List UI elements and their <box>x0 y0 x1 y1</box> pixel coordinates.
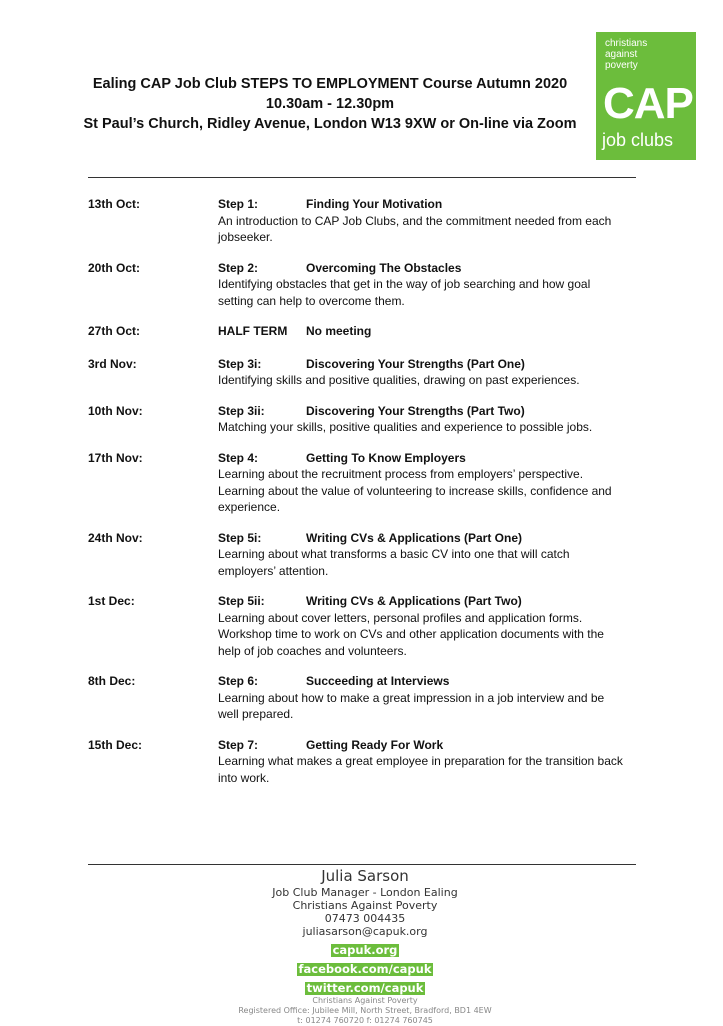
step-label: Step 1: <box>218 197 259 211</box>
schedule-date: 3rd Nov: <box>88 356 137 371</box>
document-header <box>70 74 590 134</box>
org-small: Christians Against Poverty <box>312 996 418 1005</box>
course-venue: St Paul’s Church, Ridley Avenue, London W13 9XW or On-line via Zoom <box>83 116 577 132</box>
step-description-line: An introduction to CAP Job Clubs, and the commitment needed from each <box>218 213 612 228</box>
twitter-link[interactable]: twitter.com/capuk <box>306 981 424 995</box>
top-divider <box>88 177 636 178</box>
schedule-row <box>88 356 648 389</box>
step-title: No meeting <box>306 324 372 338</box>
step-label: Step 6: <box>218 674 259 688</box>
facebook-link[interactable]: facebook.com/capuk <box>298 962 432 976</box>
contact-role: Job Club Manager - London Ealing <box>272 886 458 899</box>
schedule-row <box>88 323 648 340</box>
step-title: Getting To Know Employers <box>306 450 466 465</box>
schedule-row <box>88 593 648 659</box>
step-description-line: Learning about the recruitment process from employers’ perspective. <box>218 467 584 481</box>
step-description-line: Learning about the value of volunteering to increase skills, confidence and <box>218 483 612 498</box>
cap-job-clubs-logo <box>596 32 696 160</box>
step-label: Step 3i: <box>218 356 262 371</box>
schedule-date: 13th Oct: <box>88 197 141 211</box>
schedule-row <box>88 450 648 516</box>
step-label: Step 5i: <box>218 530 262 545</box>
website-link[interactable]: capuk.org <box>332 943 398 957</box>
step-title: Succeeding at Interviews <box>306 674 450 688</box>
logo-cap: CAP <box>603 79 693 128</box>
schedule-row <box>88 673 648 723</box>
step-description-line: jobseeker. <box>218 230 273 244</box>
contact-name: Julia Sarson <box>321 867 409 885</box>
contact-phone: 07473 004435 <box>324 912 406 925</box>
step-title: Getting Ready For Work <box>306 737 444 752</box>
step-title: Finding Your Motivation <box>306 197 443 211</box>
schedule-date: 10th Nov: <box>88 403 143 418</box>
logo-job-clubs: job clubs <box>602 130 674 150</box>
step-label: Step 7: <box>218 737 259 752</box>
registered-office: Registered Office: Jubilee Mill, North Street, Bradford, BD1 4EW <box>238 1006 492 1015</box>
step-description-line: setting can help to overcome them. <box>218 293 405 308</box>
schedule-date: 20th Oct: <box>88 260 141 275</box>
step-description-line: Learning about how to make a great impression in a job interview and be <box>218 690 605 705</box>
schedule-list <box>88 196 648 786</box>
step-description-line: Matching your skills, positive qualities and experience to possible jobs. <box>218 420 593 434</box>
contact-footer <box>200 866 530 1026</box>
step-description-line: Learning what makes a great employee in preparation for the transition back <box>218 754 623 768</box>
contact-org: Christians Against Poverty <box>292 899 438 912</box>
step-label: Step 4: <box>218 450 259 465</box>
schedule-row <box>88 737 648 787</box>
bottom-divider <box>88 864 636 865</box>
step-title: Overcoming The Obstacles <box>306 260 462 275</box>
logo-tagline: christians against poverty <box>605 38 648 71</box>
step-description-line: Identifying skills and positive qualities, drawing on past experiences. <box>218 373 580 387</box>
step-description-line: help of job coaches and volunteers. <box>218 643 407 658</box>
step-description-line: experience. <box>218 500 281 514</box>
schedule-row <box>88 196 648 246</box>
course-time: 10.30am - 12.30pm <box>265 96 395 112</box>
step-description-line: into work. <box>218 770 270 785</box>
step-description-line: Learning about cover letters, personal profiles and application forms. <box>218 610 583 625</box>
contact-email[interactable]: juliasarson@capuk.org <box>302 925 428 938</box>
step-description-line: well prepared. <box>218 707 294 721</box>
schedule-date: 8th Dec: <box>88 674 136 688</box>
schedule-date: 15th Dec: <box>88 737 143 752</box>
step-label: Step 2: <box>218 260 259 275</box>
schedule-date: 17th Nov: <box>88 450 143 465</box>
step-title: Discovering Your Strengths (Part One) <box>306 356 525 371</box>
step-description-line: Learning about what transforms a basic CV into one that will catch <box>218 547 570 561</box>
step-title: Writing CVs & Applications (Part One) <box>306 530 523 545</box>
step-title: Discovering Your Strengths (Part Two) <box>306 403 525 418</box>
phone-fax: t: 01274 760720 f: 01274 760745 <box>297 1016 433 1025</box>
schedule-date: 24th Nov: <box>88 530 143 545</box>
step-label: HALF TERM <box>218 324 288 338</box>
schedule-row <box>88 403 648 436</box>
step-description-line: employers’ attention. <box>218 563 329 578</box>
schedule-row <box>88 260 648 310</box>
schedule-date: 1st Dec: <box>88 594 135 608</box>
step-title: Writing CVs & Applications (Part Two) <box>306 594 522 608</box>
step-description-line: Workshop time to work on CVs and other application documents with the <box>218 627 604 641</box>
course-title: Ealing CAP Job Club STEPS TO EMPLOYMENT Course Autumn 2020 <box>92 76 568 92</box>
step-label: Step 3ii: <box>218 403 265 418</box>
step-label: Step 5ii: <box>218 594 265 608</box>
schedule-date: 27th Oct: <box>88 324 141 338</box>
schedule-row <box>88 530 648 580</box>
step-description-line: Identifying obstacles that get in the way of job searching and how goal <box>218 277 591 291</box>
